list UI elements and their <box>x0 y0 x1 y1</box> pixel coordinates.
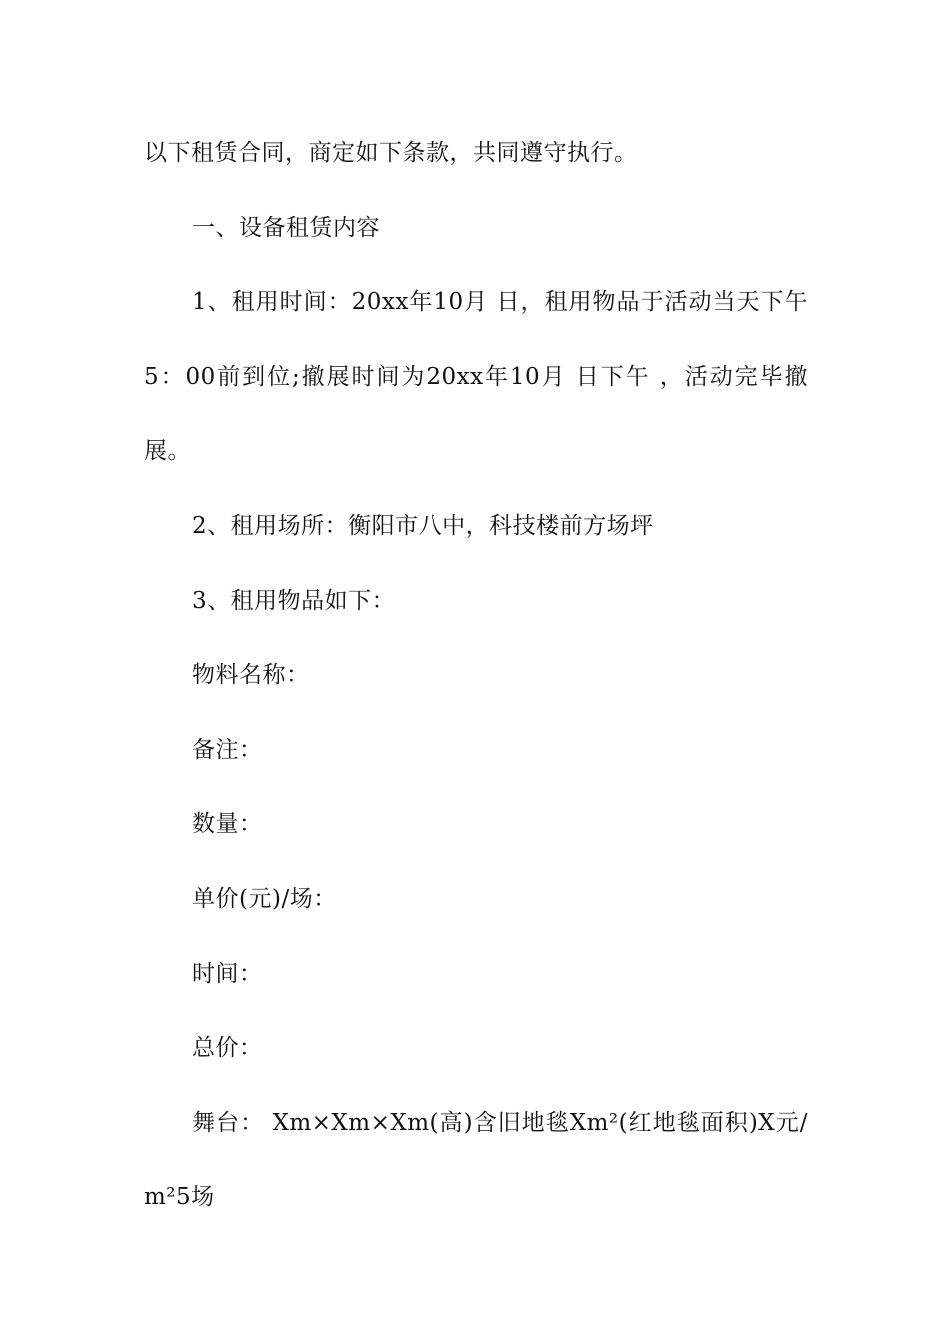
field-material-name: 物料名称： <box>192 662 310 689</box>
paragraph-rental-time: 1、租用时间：20xx年10月 日，租用物品于活动当天下午5：00前到位;撤展时间为20xx年10月 日下午 ，活动完毕撤展。 <box>144 289 808 465</box>
paragraph-intro-tail: 以下租赁合同，商定如下条款，共同遵守执行。 <box>144 140 638 166</box>
paragraph-rental-place: 2、租用场所：衡阳市八中，科技楼前方场坪 <box>192 512 654 539</box>
section-heading-equipment-rental: 一、设备租赁内容 <box>192 214 380 241</box>
field-unit-price: 单价(元)/场： <box>192 885 337 912</box>
field-total-price: 总价： <box>192 1035 263 1062</box>
field-quantity: 数量： <box>192 811 263 838</box>
field-time: 时间： <box>192 960 263 987</box>
field-remarks: 备注： <box>192 736 263 763</box>
document-body <box>144 116 808 1235</box>
paragraph-stage-entry: 舞台： Xm×Xm×Xm(高)含旧地毯Xm²(红地毯面积)X元/m²5场 <box>144 1109 808 1211</box>
paragraph-rental-items: 3、租用物品如下： <box>192 587 396 614</box>
